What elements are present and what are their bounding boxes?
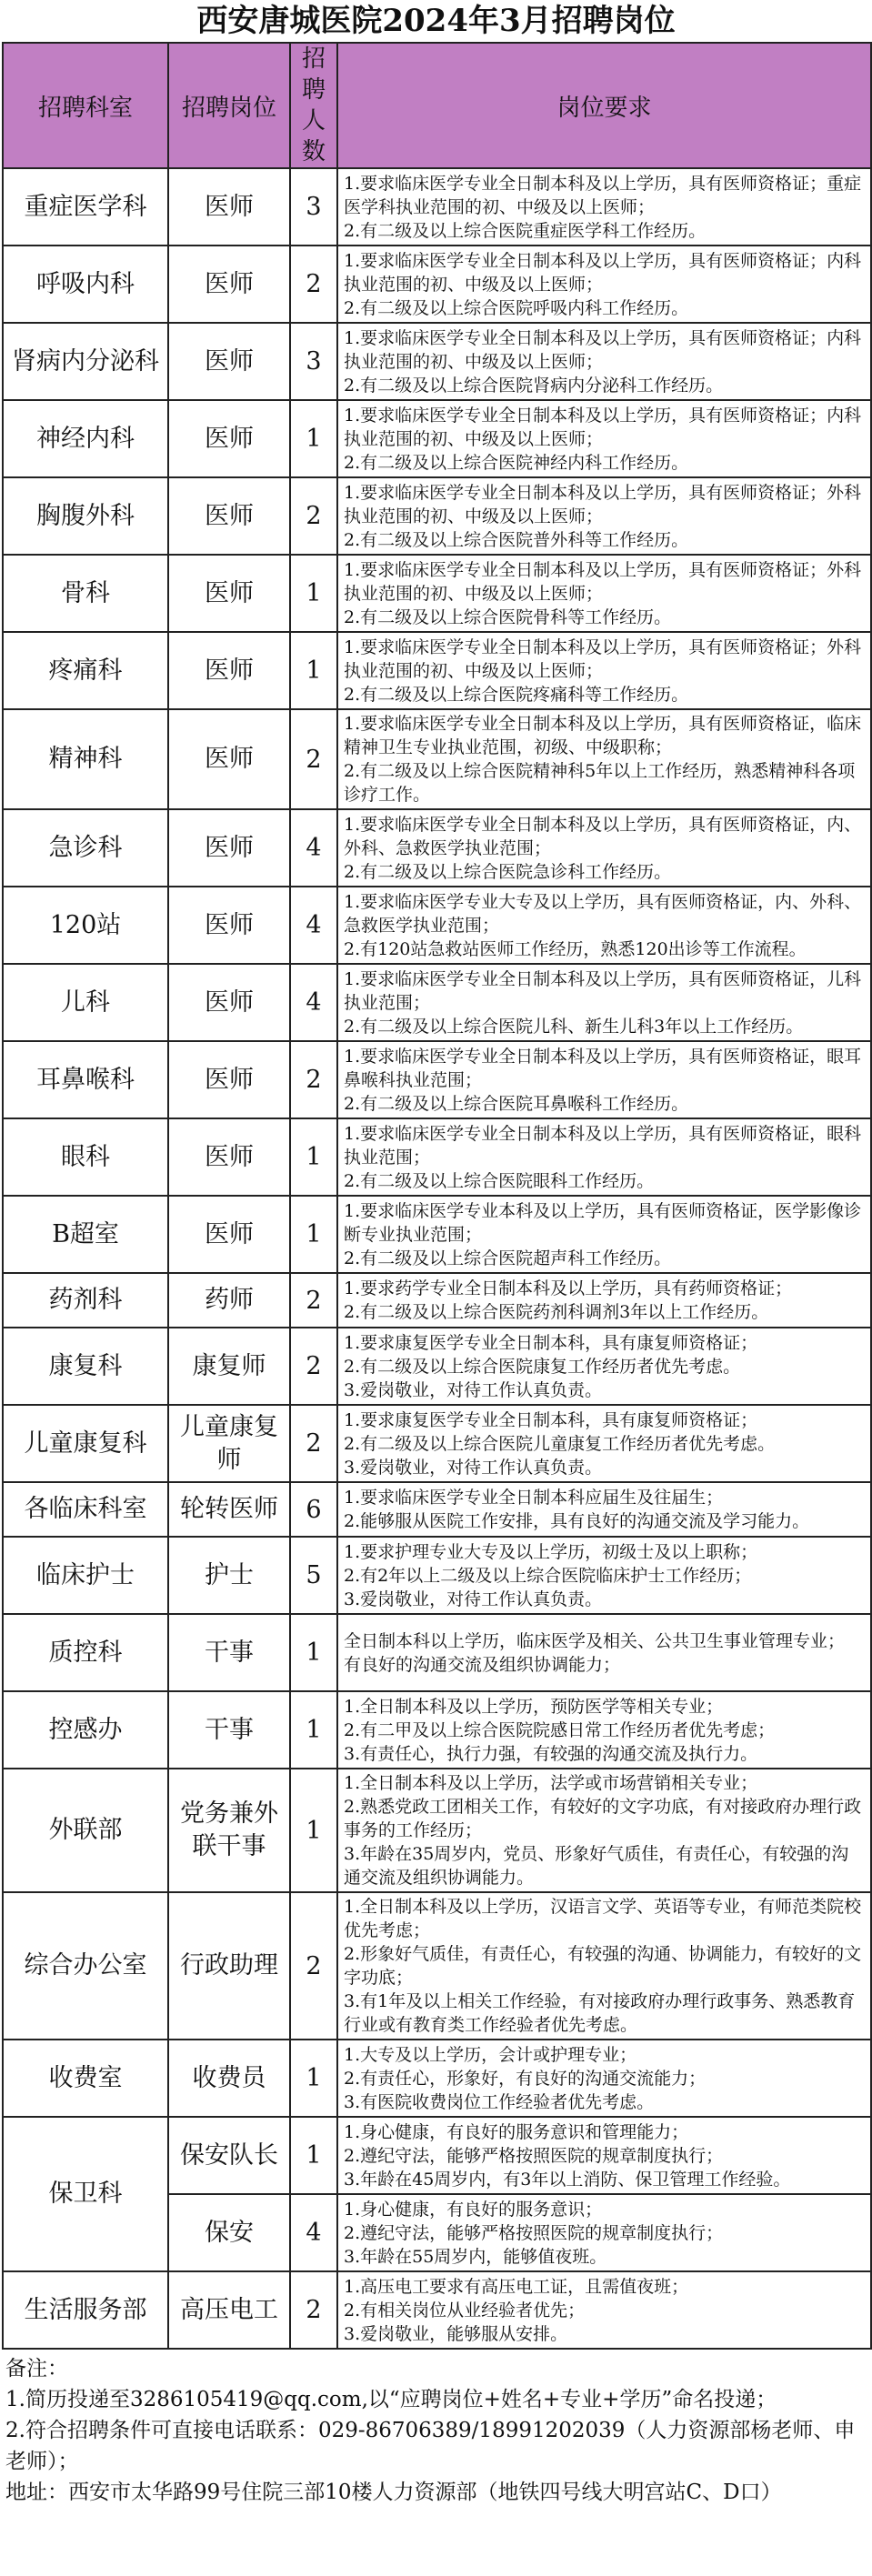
table-row xyxy=(3,1273,871,1328)
cell-requirements xyxy=(337,477,871,555)
cell-department: 各临床科室 xyxy=(3,1482,168,1537)
table-row xyxy=(3,246,871,323)
cell-requirements xyxy=(337,887,871,964)
recruitment-table xyxy=(2,42,872,2350)
requirement-line: 1.要求临床医学专业本科及以上学历，具有医师资格证，医学影像诊断专业执业范围； xyxy=(344,1200,862,1245)
cell-department: 耳鼻喉科 xyxy=(3,1041,168,1118)
cell-count: 1 xyxy=(290,1196,337,1273)
cell-position: 党务兼外联干事 xyxy=(168,1769,290,1892)
cell-department: 控感办 xyxy=(3,1691,168,1769)
requirement-line: 1.全日制本科及以上学历，汉语言文学、英语等专业，有师范类院校优先考虑； xyxy=(344,1897,862,1940)
requirement-line: 1.要求药学专业全日制本科及以上学历，具有药师资格证； xyxy=(344,1278,793,1298)
cell-requirements xyxy=(337,1118,871,1196)
cell-count: 1 xyxy=(290,555,337,632)
requirement-line: 1.大专及以上学历，会计或护理专业； xyxy=(344,2044,637,2065)
cell-position: 行政助理 xyxy=(168,1892,290,2040)
cell-requirements xyxy=(337,1769,871,1892)
cell-position: 干事 xyxy=(168,1614,290,1691)
cell-department: 重症医学科 xyxy=(3,168,168,246)
cell-department: 康复科 xyxy=(3,1328,168,1405)
requirement-line: 2.有2年以上二级及以上综合医院临床护士工作经历； xyxy=(344,1565,752,1586)
cell-department: 儿科 xyxy=(3,964,168,1041)
table-row xyxy=(3,709,871,809)
cell-requirements xyxy=(337,1196,871,1273)
table-row xyxy=(3,1196,871,1273)
requirement-line: 2.有二级及以上综合医院康复工作经历者优先考虑。 xyxy=(344,1356,741,1377)
table-row xyxy=(3,632,871,709)
requirement-line: 2.遵纪守法，能够严格按照医院的规章制度执行； xyxy=(344,2222,724,2243)
cell-requirements xyxy=(337,323,871,400)
cell-department: 精神科 xyxy=(3,709,168,809)
cell-position: 医师 xyxy=(168,400,290,477)
requirement-line: 2.有二级及以上综合医院骨科等工作经历。 xyxy=(344,606,672,627)
requirement-line: 2.能够服从医院工作安排，具有良好的沟通交流及学习能力。 xyxy=(344,1511,810,1531)
notes-line-email: 1.简历投递至3286105419@qq.com,以“应聘岗位+姓名+专业+学历”命名投递； xyxy=(5,2388,777,2411)
cell-department: 保卫科 xyxy=(3,2117,168,2271)
table-row xyxy=(3,809,871,887)
requirement-line: 2.有二级及以上综合医院儿童康复工作经历者优先考虑。 xyxy=(344,1433,776,1454)
cell-count: 3 xyxy=(290,168,337,246)
cell-position: 医师 xyxy=(168,809,290,887)
requirement-line: 2.有二级及以上综合医院精神科5年以上工作经历，熟悉精神科各项诊疗工作。 xyxy=(344,761,856,805)
cell-position: 干事 xyxy=(168,1691,290,1769)
requirement-line: 全日制本科以上学历，临床医学及相关、公共卫生事业管理专业； xyxy=(344,1630,846,1651)
cell-count: 1 xyxy=(290,1769,337,1892)
requirement-line: 3.爱岗敬业，对待工作认真负责。 xyxy=(344,1379,603,1400)
requirement-line: 1.要求临床医学专业全日制本科及以上学历，具有医师资格证，眼科执业范围； xyxy=(344,1123,862,1168)
requirement-line: 1.身心健康，有良好的服务意识； xyxy=(344,2199,603,2220)
cell-requirements xyxy=(337,1041,871,1118)
requirement-line: 2.有二甲及以上综合医院院感日常工作经历者优先考虑； xyxy=(344,1719,776,1740)
requirement-line: 1.要求临床医学专业全日制本科及以上学历，具有医师资格证；外科执业范围的初、中级及以上医师； xyxy=(344,559,862,604)
table-row xyxy=(3,1328,871,1405)
table-row xyxy=(3,1041,871,1118)
table-row xyxy=(3,887,871,964)
cell-requirements xyxy=(337,1537,871,1614)
requirement-line: 2.有二级及以上综合医院耳鼻喉科工作经历。 xyxy=(344,1093,689,1114)
cell-count: 1 xyxy=(290,632,337,709)
cell-department: 儿童康复科 xyxy=(3,1405,168,1482)
requirement-line: 2.有120站急救站医师工作经历，熟悉120出诊等工作流程。 xyxy=(344,938,807,959)
cell-count: 2 xyxy=(290,1273,337,1328)
requirement-line: 2.有二级及以上综合医院儿科、新生儿科3年以上工作经历。 xyxy=(344,1016,804,1037)
header-department: 招聘科室 xyxy=(3,43,168,168)
cell-position: 高压电工 xyxy=(168,2271,290,2349)
cell-position: 医师 xyxy=(168,709,290,809)
table-row xyxy=(3,1118,871,1196)
cell-requirements xyxy=(337,1405,871,1482)
requirement-line: 2.有相关岗位从业经验者优先； xyxy=(344,2300,586,2320)
cell-position: 医师 xyxy=(168,555,290,632)
cell-count: 1 xyxy=(290,400,337,477)
requirement-line: 1.要求临床医学专业大专及以上学历，具有医师资格证，内、外科、急救医学执业范围； xyxy=(344,891,862,936)
requirement-line: 2.熟悉党政工团相关工作，有较好的文字功底，有对接政府办理行政事务的工作经历； xyxy=(344,1797,862,1840)
requirement-line: 2.有二级及以上综合医院呼吸内科工作经历。 xyxy=(344,297,689,318)
cell-department: 质控科 xyxy=(3,1614,168,1691)
requirement-line: 1.要求临床医学专业全日制本科及以上学历，具有医师资格证，临床精神卫生专业执业范围，初级、中级职称； xyxy=(344,714,862,757)
cell-position: 医师 xyxy=(168,1196,290,1273)
cell-count: 2 xyxy=(290,709,337,809)
cell-position: 轮转医师 xyxy=(168,1482,290,1537)
cell-requirements xyxy=(337,555,871,632)
table-row xyxy=(3,1691,871,1769)
header-requirements: 岗位要求 xyxy=(337,43,871,168)
cell-position: 医师 xyxy=(168,632,290,709)
requirement-line: 1.要求护理专业大专及以上学历，初级士及以上职称； xyxy=(344,1541,758,1562)
cell-count: 1 xyxy=(290,1614,337,1691)
cell-count: 6 xyxy=(290,1482,337,1537)
cell-requirements xyxy=(337,1614,871,1691)
cell-count: 2 xyxy=(290,1041,337,1118)
table-body xyxy=(3,168,871,2349)
cell-count: 3 xyxy=(290,323,337,400)
requirement-line: 2.有二级及以上综合医院神经内科工作经历。 xyxy=(344,452,689,473)
cell-department: 呼吸内科 xyxy=(3,246,168,323)
table-row xyxy=(3,477,871,555)
requirement-line: 2.形象好气质佳，有责任心，有较强的沟通、协调能力，有较好的文字功底； xyxy=(344,1944,862,1988)
requirement-line: 1.要求康复医学专业全日制本科，具有康复师资格证； xyxy=(344,1332,758,1353)
cell-count: 2 xyxy=(290,1328,337,1405)
cell-requirements xyxy=(337,1482,871,1537)
cell-requirements xyxy=(337,400,871,477)
table-header-row xyxy=(3,43,871,168)
cell-department: 临床护士 xyxy=(3,1537,168,1614)
cell-position: 护士 xyxy=(168,1537,290,1614)
table-row xyxy=(3,168,871,246)
cell-requirements xyxy=(337,2117,871,2194)
table-row xyxy=(3,964,871,1041)
cell-count: 2 xyxy=(290,246,337,323)
requirement-line: 1.要求临床医学专业全日制本科及以上学历，具有医师资格证；内科执业范围的初、中级及以上医师； xyxy=(344,250,862,295)
cell-count: 2 xyxy=(290,477,337,555)
cell-department: 生活服务部 xyxy=(3,2271,168,2349)
requirement-line: 有良好的沟通交流及组织协调能力； xyxy=(344,1654,621,1675)
cell-department: 眼科 xyxy=(3,1118,168,1196)
requirement-line: 1.要求临床医学专业全日制本科及以上学历，具有医师资格证；外科执业范围的初、中级及以上医师； xyxy=(344,636,862,681)
cell-department: 骨科 xyxy=(3,555,168,632)
cell-position: 药师 xyxy=(168,1273,290,1328)
cell-requirements xyxy=(337,168,871,246)
requirement-line: 1.要求临床医学专业全日制本科及以上学历，具有医师资格证；重症医学科执业范围的初、中级及以上医师； xyxy=(344,173,862,217)
cell-position: 保安队长 xyxy=(168,2117,290,2194)
table-row xyxy=(3,555,871,632)
cell-count: 4 xyxy=(290,887,337,964)
cell-count: 2 xyxy=(290,1892,337,2040)
requirement-line: 1.要求临床医学专业全日制本科应届生及往届生； xyxy=(344,1488,724,1508)
table-row xyxy=(3,2117,871,2194)
requirement-line: 1.身心健康，有良好的服务意识和管理能力； xyxy=(344,2121,689,2142)
requirement-line: 2.有二级及以上综合医院重症医学科工作经历。 xyxy=(344,220,707,241)
header-position: 招聘岗位 xyxy=(168,43,290,168)
requirement-line: 2.有二级及以上综合医院疼痛科等工作经历。 xyxy=(344,684,689,705)
requirement-line: 2.有责任心，形象好，有良好的沟通交流能力； xyxy=(344,2068,707,2089)
cell-position: 医师 xyxy=(168,1118,290,1196)
requirement-line: 1.要求临床医学专业全日制本科及以上学历，具有医师资格证，儿科执业范围； xyxy=(344,968,862,1013)
requirement-line: 3.爱岗敬业，对待工作认真负责。 xyxy=(344,1589,603,1609)
table-row xyxy=(3,1537,871,1614)
requirement-line: 3.有医院收费岗位工作经验者优先考虑。 xyxy=(344,2091,655,2112)
notes-line-phone: 2.符合招聘条件可直接电话联系：029-86706389/18991202039（人力资源部杨老师、申老师）； xyxy=(5,2419,856,2473)
table-row xyxy=(3,2040,871,2117)
cell-requirements xyxy=(337,1892,871,2040)
requirement-line: 2.有二级及以上综合医院急诊科工作经历。 xyxy=(344,861,672,882)
table-row xyxy=(3,400,871,477)
table-row xyxy=(3,2271,871,2349)
notes-line-address: 地址：西安市太华路99号住院三部10楼人力资源部（地铁四号线大明宫站C、D口） xyxy=(5,2481,782,2504)
cell-position: 医师 xyxy=(168,964,290,1041)
cell-requirements xyxy=(337,2194,871,2271)
cell-department: 收费室 xyxy=(3,2040,168,2117)
requirement-line: 1.全日制本科及以上学历，预防医学等相关专业； xyxy=(344,1696,724,1717)
requirement-line: 2.有二级及以上综合医院普外科等工作经历。 xyxy=(344,529,689,550)
requirement-line: 2.有二级及以上综合医院药剂科调剂3年以上工作经历。 xyxy=(344,1302,769,1322)
cell-position: 医师 xyxy=(168,323,290,400)
cell-position: 康复师 xyxy=(168,1328,290,1405)
cell-department: 急诊科 xyxy=(3,809,168,887)
cell-requirements xyxy=(337,2040,871,2117)
cell-count: 4 xyxy=(290,809,337,887)
table-row xyxy=(3,1482,871,1537)
cell-requirements xyxy=(337,246,871,323)
cell-requirements xyxy=(337,709,871,809)
cell-position: 医师 xyxy=(168,1041,290,1118)
cell-count: 1 xyxy=(290,2117,337,2194)
cell-requirements xyxy=(337,1273,871,1328)
cell-requirements xyxy=(337,1691,871,1769)
cell-count: 4 xyxy=(290,964,337,1041)
cell-position: 儿童康复师 xyxy=(168,1405,290,1482)
requirement-line: 1.要求康复医学专业全日制本科，具有康复师资格证； xyxy=(344,1409,758,1430)
cell-department: 外联部 xyxy=(3,1769,168,1892)
page-title: 西安唐城医院2024年3月招聘岗位 xyxy=(196,3,676,39)
table-row xyxy=(3,1405,871,1482)
requirement-line: 1.要求临床医学专业全日制本科及以上学历，具有医师资格证；内科执业范围的初、中级及以上医师； xyxy=(344,327,862,372)
requirement-line: 1.要求临床医学专业全日制本科及以上学历，具有医师资格证，内、外科、急救医学执业范围； xyxy=(344,814,862,858)
requirement-line: 1.要求临床医学专业全日制本科及以上学历，具有医师资格证，眼耳鼻喉科执业范围； xyxy=(344,1046,862,1090)
table-row xyxy=(3,1892,871,2040)
cell-position: 医师 xyxy=(168,887,290,964)
cell-position: 医师 xyxy=(168,168,290,246)
cell-position: 医师 xyxy=(168,477,290,555)
requirement-line: 2.有二级及以上综合医院眼科工作经历。 xyxy=(344,1170,655,1191)
cell-department: 疼痛科 xyxy=(3,632,168,709)
requirement-line: 3.有1年及以上相关工作经验，有对接政府办理行政事务、熟悉教育行业或有教育类工作经验者优先考虑。 xyxy=(344,1991,856,2035)
cell-count: 1 xyxy=(290,2040,337,2117)
table-row xyxy=(3,323,871,400)
cell-count: 2 xyxy=(290,1405,337,1482)
requirement-line: 2.有二级及以上综合医院超声科工作经历。 xyxy=(344,1248,672,1268)
cell-count: 1 xyxy=(290,1691,337,1769)
cell-requirements xyxy=(337,2271,871,2349)
table-row xyxy=(3,1769,871,1892)
cell-count: 5 xyxy=(290,1537,337,1614)
notes-heading: 备注： xyxy=(5,2357,68,2381)
header-count: 招聘人数 xyxy=(290,43,337,168)
cell-department: 120站 xyxy=(3,887,168,964)
cell-department: 神经内科 xyxy=(3,400,168,477)
cell-department: 胸腹外科 xyxy=(3,477,168,555)
requirement-line: 3.年龄在35周岁内，党员、形象好气质佳，有责任心，有较强的沟通交流及组织协调能力。 xyxy=(344,1844,849,1888)
cell-count: 4 xyxy=(290,2194,337,2271)
cell-department: B超室 xyxy=(3,1196,168,1273)
requirement-line: 1.高压电工要求有高压电工证，且需值夜班； xyxy=(344,2276,689,2297)
cell-department: 肾病内分泌科 xyxy=(3,323,168,400)
cell-count: 1 xyxy=(290,1118,337,1196)
requirement-line: 1.要求临床医学专业全日制本科及以上学历，具有医师资格证；内科执业范围的初、中级及以上医师； xyxy=(344,405,862,449)
requirement-line: 1.全日制本科及以上学历，法学或市场营销相关专业； xyxy=(344,1773,758,1793)
cell-requirements xyxy=(337,964,871,1041)
requirement-line: 2.有二级及以上综合医院肾病内分泌科工作经历。 xyxy=(344,375,724,396)
cell-requirements xyxy=(337,632,871,709)
table-row xyxy=(3,1614,871,1691)
cell-position: 保安 xyxy=(168,2194,290,2271)
requirement-line: 3.爱岗敬业，能够服从安排。 xyxy=(344,2323,568,2344)
cell-count: 2 xyxy=(290,2271,337,2349)
notes-section xyxy=(0,2350,872,2508)
requirement-line: 3.年龄在55周岁内，能够值夜班。 xyxy=(344,2246,607,2267)
requirement-line: 3.爱岗敬业，对待工作认真负责。 xyxy=(344,1457,603,1478)
cell-department: 药剂科 xyxy=(3,1273,168,1328)
requirement-line: 1.要求临床医学专业全日制本科及以上学历，具有医师资格证；外科执业范围的初、中级及以上医师； xyxy=(344,482,862,526)
requirement-line: 2.遵纪守法，能够严格按照医院的规章制度执行； xyxy=(344,2145,724,2166)
cell-requirements xyxy=(337,1328,871,1405)
cell-department: 综合办公室 xyxy=(3,1892,168,2040)
cell-position: 收费员 xyxy=(168,2040,290,2117)
cell-requirements xyxy=(337,809,871,887)
requirement-line: 3.有责任心，执行力强，有较强的沟通交流及执行力。 xyxy=(344,1743,758,1764)
cell-position: 医师 xyxy=(168,246,290,323)
requirement-line: 3.年龄在45周岁内，有3年以上消防、保卫管理工作经验。 xyxy=(344,2169,791,2190)
